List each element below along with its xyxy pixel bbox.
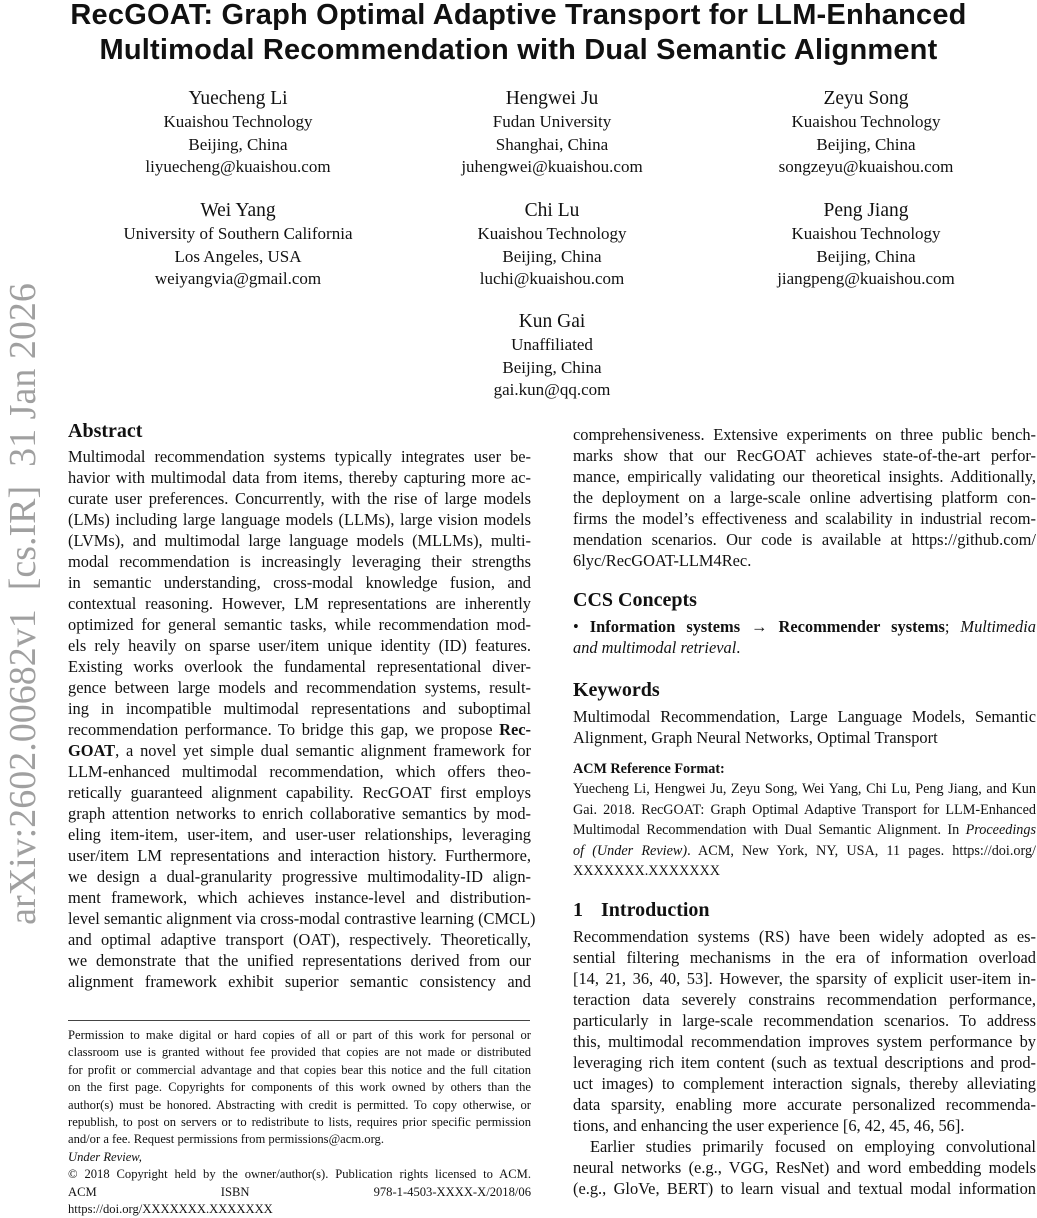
author-name: Hengwei Ju [505, 88, 599, 109]
text-line: (e.g., GloVe, BERT) to learn visual and textual modal information [573, 1179, 1036, 1198]
text-line: ing in incompatible multimodal representations and suboptimal [68, 699, 531, 718]
text-line: Existing works overlook the fundamental representational diver- [68, 657, 531, 676]
author-email: gai.kun@qq.com [493, 380, 611, 400]
section-title: Introduction [601, 899, 710, 921]
text-line: in semantic understanding, cross-modal knowledge fusion, and [68, 573, 531, 592]
text-line: XXXXXXX.XXXXXXX [573, 863, 720, 880]
text-line: uct images) to complement interaction signals, thereby alleviating [573, 1074, 1036, 1093]
text-line: © 2018 Copyright held by the owner/author(s). Publication rights licensed to ACM. [68, 1167, 531, 1182]
text-line [573, 616, 1036, 637]
text-span: . ACM, New York, NY, USA, 11 pages. https://doi.org/ [687, 842, 1036, 859]
text-line: Recommendation systems (RS) have been widely adopted as es- [573, 927, 1036, 946]
author-location: Beijing, China [188, 134, 288, 154]
author-location: Shanghai, China [495, 134, 609, 154]
author-card [706, 199, 1026, 291]
text-line: Multimodal recommendation systems typically integrates user be- [68, 447, 531, 466]
text-line: particularly in large-scale recommendation scenarios. To address [573, 1011, 1036, 1030]
text-line: for profit or commercial advantage and that copies bear this notice and the full citation [68, 1062, 531, 1077]
author-email: jiangpeng@kuaishou.com [777, 269, 955, 289]
text-line: 6lyc/RecGOAT-LLM4Rec. [573, 551, 752, 570]
text-line: gence between large models and recommendation systems, result- [68, 678, 531, 697]
text-span: . [736, 638, 741, 657]
author-card [78, 199, 398, 291]
text-line: modal recommendation is increasingly leveraging their strengths [68, 552, 531, 571]
text-line: Yuecheng Li, Hengwei Ju, Zeyu Song, Wei Yang, Chi Lu, Peng Jiang, and Kun [573, 781, 1036, 797]
text-line: marks show that our RecGOAT achieves state-of-the-art perfor- [573, 446, 1036, 465]
author-affiliation: Unaffiliated [511, 335, 593, 354]
text-line: sential filtering mechanisms in the era of information overload [573, 948, 1036, 967]
copyright-footnote [68, 1027, 531, 1218]
author-card [78, 87, 398, 179]
author-name: Kun Gai [518, 311, 586, 332]
title-line-2: Multimodal Recommendation with Dual Semantic Alignment [99, 34, 938, 66]
text-line: Multimodal Recommendation, Large Language Models, Semantic [573, 707, 1036, 726]
keywords-heading: Keywords [573, 679, 660, 701]
paper-title [0, 0, 1037, 68]
text-line: mance, empirically validating our theoretical insights. Additionally, [573, 467, 1036, 486]
author-email: juhengwei@kuaishou.com [461, 157, 643, 177]
text-span: Multimodal Recommendation with Dual Semantic Alignment. In [573, 822, 966, 839]
author-email: luchi@kuaishou.com [479, 269, 625, 289]
text-line: (LVMs), and multimodal large language models (MLLMs), multi- [68, 531, 531, 550]
text-line: retically guaranteed alignment capability. RecGOAT first employs [68, 783, 531, 802]
text-line: curate user preferences. Concurrently, with the rise of large models [68, 489, 531, 508]
author-name: Chi Lu [524, 200, 580, 221]
author-card [392, 199, 712, 291]
author-email: liyuecheng@kuaishou.com [145, 157, 331, 177]
author-location: Beijing, China [502, 246, 602, 266]
text-line: firms the model’s effectiveness and scalability in industrial recom- [573, 509, 1036, 528]
abstract-right [573, 424, 1036, 571]
author-email: weiyangvia@gmail.com [154, 269, 322, 289]
author-affiliation: Kuaishou Technology [477, 224, 627, 243]
arxiv-sidebar-stamp: arXiv:2602.00682v1 [cs.IR] 31 Jan 2026 [2, 283, 44, 925]
text-line: Gai. 2018. RecGOAT: Graph Optimal Adaptive Transport for LLM-Enhanced [573, 801, 1036, 818]
text-line: graph attention networks to enrich collaborative semantics by mod- [68, 804, 531, 823]
author-name: Peng Jiang [823, 200, 909, 221]
author-name: Yuecheng Li [188, 88, 288, 109]
text-line: user/item LM representations and interaction history. Furthermore, [68, 846, 531, 865]
text-line: els rely heavily on sparse user/item unique identity (ID) features. [68, 636, 531, 655]
text-line: havior with multimodal data from items, thereby capturing more ac- [68, 468, 531, 487]
text-line: alignment framework exhibit superior semantic consistency and [68, 972, 531, 991]
text-line: ment framework, which achieves instance-level and distribution- [68, 888, 531, 907]
text-line: comprehensiveness. Extensive experiments on three public bench- [573, 425, 1036, 444]
text-line: and optimal adaptive transport (OAT), respectively. Theoretically, [68, 930, 531, 949]
text-line [573, 841, 1036, 862]
ccs-heading: CCS Concepts [573, 589, 697, 611]
text-line: https://doi.org/XXXXXXX.XXXXXXX [68, 1201, 273, 1216]
author-card [392, 87, 712, 179]
bold-text: Information systems [589, 617, 741, 636]
author-affiliation: Kuaishou Technology [163, 112, 313, 131]
italic-text: and multimodal retrieval [573, 638, 737, 657]
author-email: songzeyu@kuaishou.com [778, 157, 954, 177]
acm-ref-heading: ACM Reference Format: [573, 761, 725, 777]
author-location: Beijing, China [816, 246, 916, 266]
text-line [68, 1149, 531, 1166]
author-affiliation: Fudan University [492, 112, 612, 131]
text-line: republish, to post on servers or to redistribute to lists, requires prior specific permission [68, 1114, 531, 1129]
abstract-heading: Abstract [68, 420, 143, 442]
bold-text: GOAT [68, 741, 116, 760]
text-span: recommendation performance. To bridge this gap, we propose [68, 720, 500, 739]
author-card [392, 310, 712, 402]
text-line: leveraging rich item content (such as textual descriptions and prod- [573, 1053, 1036, 1072]
text-span: ; [944, 617, 961, 636]
text-line: Earlier studies primarily focused on employing convolutional [590, 1137, 1036, 1156]
text-line [68, 740, 531, 761]
text-line [573, 637, 1036, 658]
author-affiliation: Kuaishou Technology [791, 224, 941, 243]
section-number: 1 [573, 899, 583, 921]
text-line: [14, 21, 36, 40, 53]. However, the sparsity of explicit user-item in- [573, 969, 1036, 988]
intro-text [573, 926, 1036, 1199]
author-name: Zeyu Song [823, 88, 909, 109]
text-line: teraction data severely constrains recommendation performance, [573, 990, 1036, 1009]
text-line: eling item-item, user-item, and user-user relationships, leveraging [68, 825, 531, 844]
text-span: • [573, 617, 590, 636]
intro-heading [573, 898, 710, 922]
text-line: ACM ISBN 978-1-4503-XXXX-X/2018/06 [68, 1184, 531, 1199]
text-span: , a novel yet simple dual semantic alignment framework for [115, 741, 531, 760]
abstract-left [68, 446, 536, 992]
footnote-divider [68, 1020, 530, 1021]
author-location: Beijing, China [502, 357, 602, 377]
text-line: we design a dual-granularity progressive multimodality-ID align- [68, 867, 531, 886]
text-line: Permission to make digital or hard copies of all or part of this work for personal or [68, 1028, 531, 1042]
text-line: on the first page. Copyrights for components of this work owned by others than the [68, 1080, 531, 1095]
text-line [68, 719, 531, 740]
italic-text: of (Under Review) [573, 842, 688, 859]
author-location: Beijing, China [816, 134, 916, 154]
text-line: we demonstrate that the unified representations derived from our [68, 951, 531, 970]
text-span: → [740, 617, 779, 636]
text-line: classroom use is granted without fee provided that copies are not made or distributed [68, 1045, 531, 1060]
bold-text: Recommender systems [778, 617, 945, 636]
acm-ref-text [573, 779, 1036, 882]
text-line: LLM-enhanced multimodal recommendation, which offers theo- [68, 762, 531, 781]
author-location: Los Angeles, USA [174, 246, 302, 266]
italic-text: Proceedings [965, 822, 1036, 839]
author-name: Wei Yang [200, 200, 276, 221]
text-line: neural networks (e.g., VGG, ResNet) and word embedding models [573, 1158, 1036, 1177]
text-line: (LMs) including large language models (LLMs), large vision models [68, 510, 531, 529]
text-line: level semantic alignment via cross-modal contrastive learning (CMCL) [68, 909, 536, 928]
text-line: contextual reasoning. However, LM representations are inherently [68, 594, 531, 613]
text-line: and/or a fee. Request permissions from permissions@acm.org. [68, 1132, 384, 1147]
author-card [706, 87, 1026, 179]
italic-text: Under Review, [68, 1149, 142, 1164]
text-line: tions, and enhancing the user experience [6, 42, 45, 46, 56]. [573, 1116, 965, 1135]
text-line: Alignment, Graph Neural Networks, Optimal Transport [573, 728, 938, 747]
author-affiliation: Kuaishou Technology [791, 112, 941, 131]
text-line: this, multimodal recommendation improves system performance by [573, 1032, 1036, 1051]
title-line-1: RecGOAT: Graph Optimal Adaptive Transport for LLM-Enhanced [70, 0, 967, 31]
bold-text: Rec- [499, 720, 531, 739]
text-line: mendation scenarios. Our code is available at https://github.com/ [573, 530, 1036, 549]
text-line: the deployment on a large-scale online advertising platform con- [573, 488, 1036, 507]
text-line [573, 820, 1036, 841]
text-line: data sparsity, enabling more accurate personalized recommenda- [573, 1095, 1036, 1114]
text-line: optimized for general semantic tasks, while recommendation mod- [68, 615, 531, 634]
text-line: author(s) must be honored. Abstracting with credit is permitted. To copy otherwise, or [68, 1097, 531, 1112]
author-affiliation: University of Southern California [123, 224, 353, 243]
keywords-text [573, 706, 1036, 748]
ccs-concepts [573, 616, 1036, 658]
italic-text: Multimedia [960, 617, 1036, 636]
